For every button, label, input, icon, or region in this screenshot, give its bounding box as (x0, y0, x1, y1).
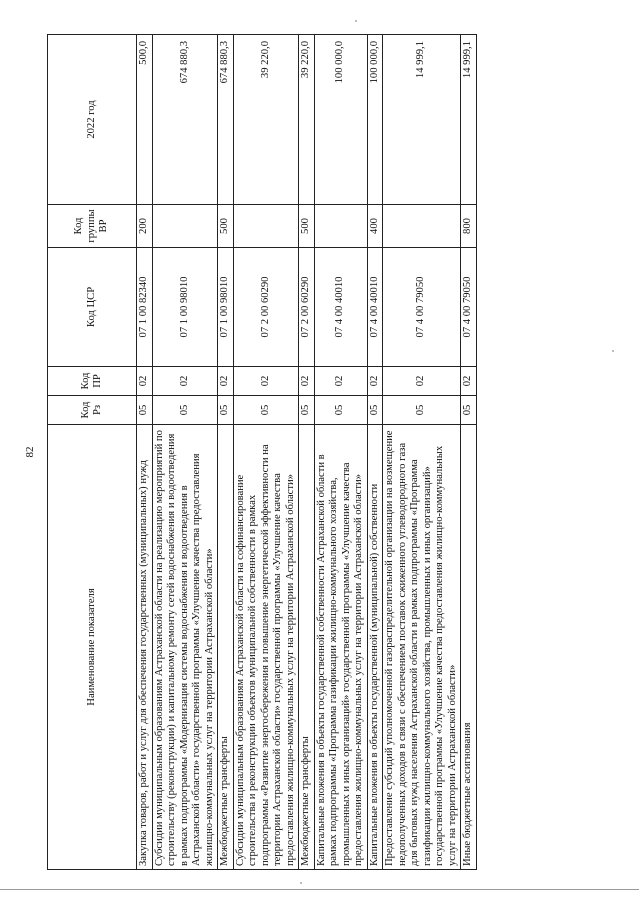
budget-table-rotated (47, 35, 572, 870)
budget-table (47, 34, 477, 870)
cell-name: Субсидии муниципальным образованиям Астраханской области на софинансирование строительства и реконструкции объектов муниципальной собственности в рамках подпрограммы «Развитие энергосбережения и повышение энергетической эффективности на территории Астраханской области» государственной программы «Улучшение качества предоставления жилищно-коммунальных услуг на территории Астраханской области» (233, 425, 299, 870)
cell-csr: 07 1 00 98010 (218, 248, 234, 367)
table-row (461, 35, 477, 870)
cell-name: Капитальные вложения в объекты государственной (муниципальной) собственности (367, 425, 383, 870)
cell-rz: 05 (299, 396, 315, 425)
table-header-row (48, 35, 137, 870)
table-row (367, 35, 383, 870)
cell-sum: 100 000,0 (367, 35, 383, 205)
cell-rz: 05 (137, 396, 153, 425)
cell-pr: 02 (383, 367, 461, 396)
cell-sum: 674 880,3 (218, 35, 234, 205)
page-number: 82 (24, 446, 36, 458)
scan-speck (300, 882, 302, 884)
header-name: Наименование показателя (48, 425, 137, 870)
cell-sum: 39 220,0 (299, 35, 315, 205)
header-vr: Код группы ВР (48, 205, 137, 248)
cell-vr (383, 205, 461, 248)
scan-speck (612, 350, 614, 352)
cell-vr: 400 (367, 205, 383, 248)
table-row (137, 35, 153, 870)
cell-sum: 674 880,3 (152, 35, 218, 205)
cell-rz: 05 (461, 396, 477, 425)
cell-pr: 02 (137, 367, 153, 396)
cell-sum: 100 000,0 (314, 35, 367, 205)
cell-sum: 14 999,1 (461, 35, 477, 205)
cell-pr: 02 (314, 367, 367, 396)
budget-table-container (47, 35, 572, 870)
header-rz: Код Рз (48, 396, 137, 425)
cell-vr: 500 (218, 205, 234, 248)
cell-csr: 07 1 00 98010 (152, 248, 218, 367)
table-row (233, 35, 299, 870)
cell-csr: 07 4 00 40010 (367, 248, 383, 367)
header-csr: Код ЦСР (48, 248, 137, 367)
cell-sum: 500,0 (137, 35, 153, 205)
table-row (383, 35, 461, 870)
cell-csr: 07 4 00 79050 (383, 248, 461, 367)
cell-rz: 05 (233, 396, 299, 425)
cell-rz: 05 (218, 396, 234, 425)
cell-name: Субсидии муниципальным образованиям Астраханской области на реализацию мероприятий по строительству (реконструкции) и капитальному ремонту сетей водоснабжения и водоотведения в рамках подпрограммы «Модернизация системы водоснабжения и водоотведения в Астраханской области» государственной программы «Улучшение качества предоставления жилищно-коммунальных услуг на территории Астраханской области» (152, 425, 218, 870)
cell-pr: 02 (218, 367, 234, 396)
cell-vr: 500 (299, 205, 315, 248)
header-pr: Код ПР (48, 367, 137, 396)
cell-rz: 05 (383, 396, 461, 425)
cell-sum: 39 220,0 (233, 35, 299, 205)
cell-csr: 07 4 00 79050 (461, 248, 477, 367)
cell-rz: 05 (367, 396, 383, 425)
cell-vr (152, 205, 218, 248)
cell-rz: 05 (314, 396, 367, 425)
cell-name: Предоставление субсидий уполномоченной газораспределительной организации на возмещение недополученных доходов в связи с обеспечением поставок сжиженного углеводородного газа для бытовых нужд населения Астраханской области в рамках подпрограммы «Программа газификации жилищно-коммунального хозяйства, промышленных и иных организаций» государственной программы «Улучшение качества предоставления жилищно-коммунальных услуг на территории Астраханской области» (383, 425, 461, 870)
cell-pr: 02 (461, 367, 477, 396)
cell-csr: 07 2 00 60290 (299, 248, 315, 367)
cell-rz: 05 (152, 396, 218, 425)
cell-name: Межбюджетные трансферты (218, 425, 234, 870)
cell-vr (233, 205, 299, 248)
cell-pr: 02 (152, 367, 218, 396)
cell-name: Капитальные вложения в объекты государственной собственности Астраханской области в рамках подпрограммы «Программа газификации жилищно-коммунального хозяйства, промышленных и иных организаций» государственной программы «Улучшение качества предоставления жилищно-коммунальных услуг на территории Астраханской области» (314, 425, 367, 870)
cell-pr: 02 (233, 367, 299, 396)
table-row (299, 35, 315, 870)
table-row (218, 35, 234, 870)
table-row (152, 35, 218, 870)
cell-vr: 800 (461, 205, 477, 248)
header-sum: 2022 год (48, 35, 137, 205)
cell-name: Межбюджетные трансферты (299, 425, 315, 870)
scan-speck (355, 20, 357, 22)
cell-csr: 07 2 00 60290 (233, 248, 299, 367)
cell-sum: 14 999,1 (383, 35, 461, 205)
cell-vr (314, 205, 367, 248)
cell-vr: 200 (137, 205, 153, 248)
cell-name: Закупка товаров, работ и услуг для обеспечения государственных (муниципальных) нужд (137, 425, 153, 870)
table-row (314, 35, 367, 870)
cell-csr: 07 1 00 82340 (137, 248, 153, 367)
cell-name: Иные бюджетные ассигнования (461, 425, 477, 870)
cell-pr: 02 (367, 367, 383, 396)
cell-csr: 07 4 00 40010 (314, 248, 367, 367)
scan-edge-line (0, 889, 639, 890)
cell-pr: 02 (299, 367, 315, 396)
